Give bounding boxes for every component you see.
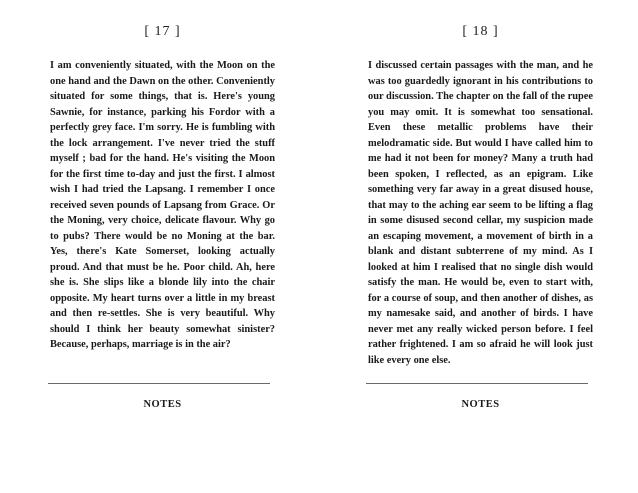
notes-divider bbox=[366, 383, 588, 384]
page-number: [ 18 ] bbox=[462, 24, 499, 39]
page-number: [ 17 ] bbox=[144, 24, 181, 39]
notes-divider bbox=[48, 383, 270, 384]
notes-heading: NOTES bbox=[461, 399, 500, 410]
right-page bbox=[368, 0, 593, 493]
left-page bbox=[50, 0, 275, 493]
notes-heading: NOTES bbox=[143, 399, 182, 410]
page-body-text: I discussed certain passages with the man, and he was too guardedly ignorant in his contributions to our discussion. The chapter on the fall of the rupee you may omit. It is somewhat too sensational. Even these metallic problems have their melodramatic side. But would I have called him to me had it not been for money? Many a truth had been spoken, I reflected, as an epigram. Like something very far away in a great disused house, that may to the aching ear seem to be lifting a flag in some disused second cellar, my suspicion made an escaping movement, a movement of birth in a blank and distant subterrene of my mind. As I looked at him I realised that no single dish would satisfy the man. He would be, even to start with, for a course of soup, and then another of dishes, as my namesake said, and another of birds. I have never met any really wicked person before. I feel rather frightened. I am so afraid he will look just like every one else. bbox=[368, 60, 593, 366]
page-body-text: I am conveniently situated, with the Moon on the one hand and the Dawn on the other. Conveniently situated for some things, that is. Here's young Sawnie, for instance, parking his Fordor with a perfectly grey face. I'm sorry. He is fumbling with the lock arrangement. I've never tried the stuff myself ; bad for the hand. He's visiting the Moon for the first time to-day and just the first. I almost wish I had tried the Lapsang. I remember I once received seven pounds of Lapsang from Grace. Or the Moning, very choice, delicate flavour. Why go to pubs? There would be no Moning at the bar. Yes, there's Kate Somerset, looking actually proud. And that must be he. Poor child. Ah, here she is. She slips like a blonde lily into the chair opposite. My heart turns over a little in my breast and then re-settles. She is very beautiful. Why should I think her beauty somewhat sinister? Because, perhaps, marriage is in the air? bbox=[50, 60, 275, 350]
